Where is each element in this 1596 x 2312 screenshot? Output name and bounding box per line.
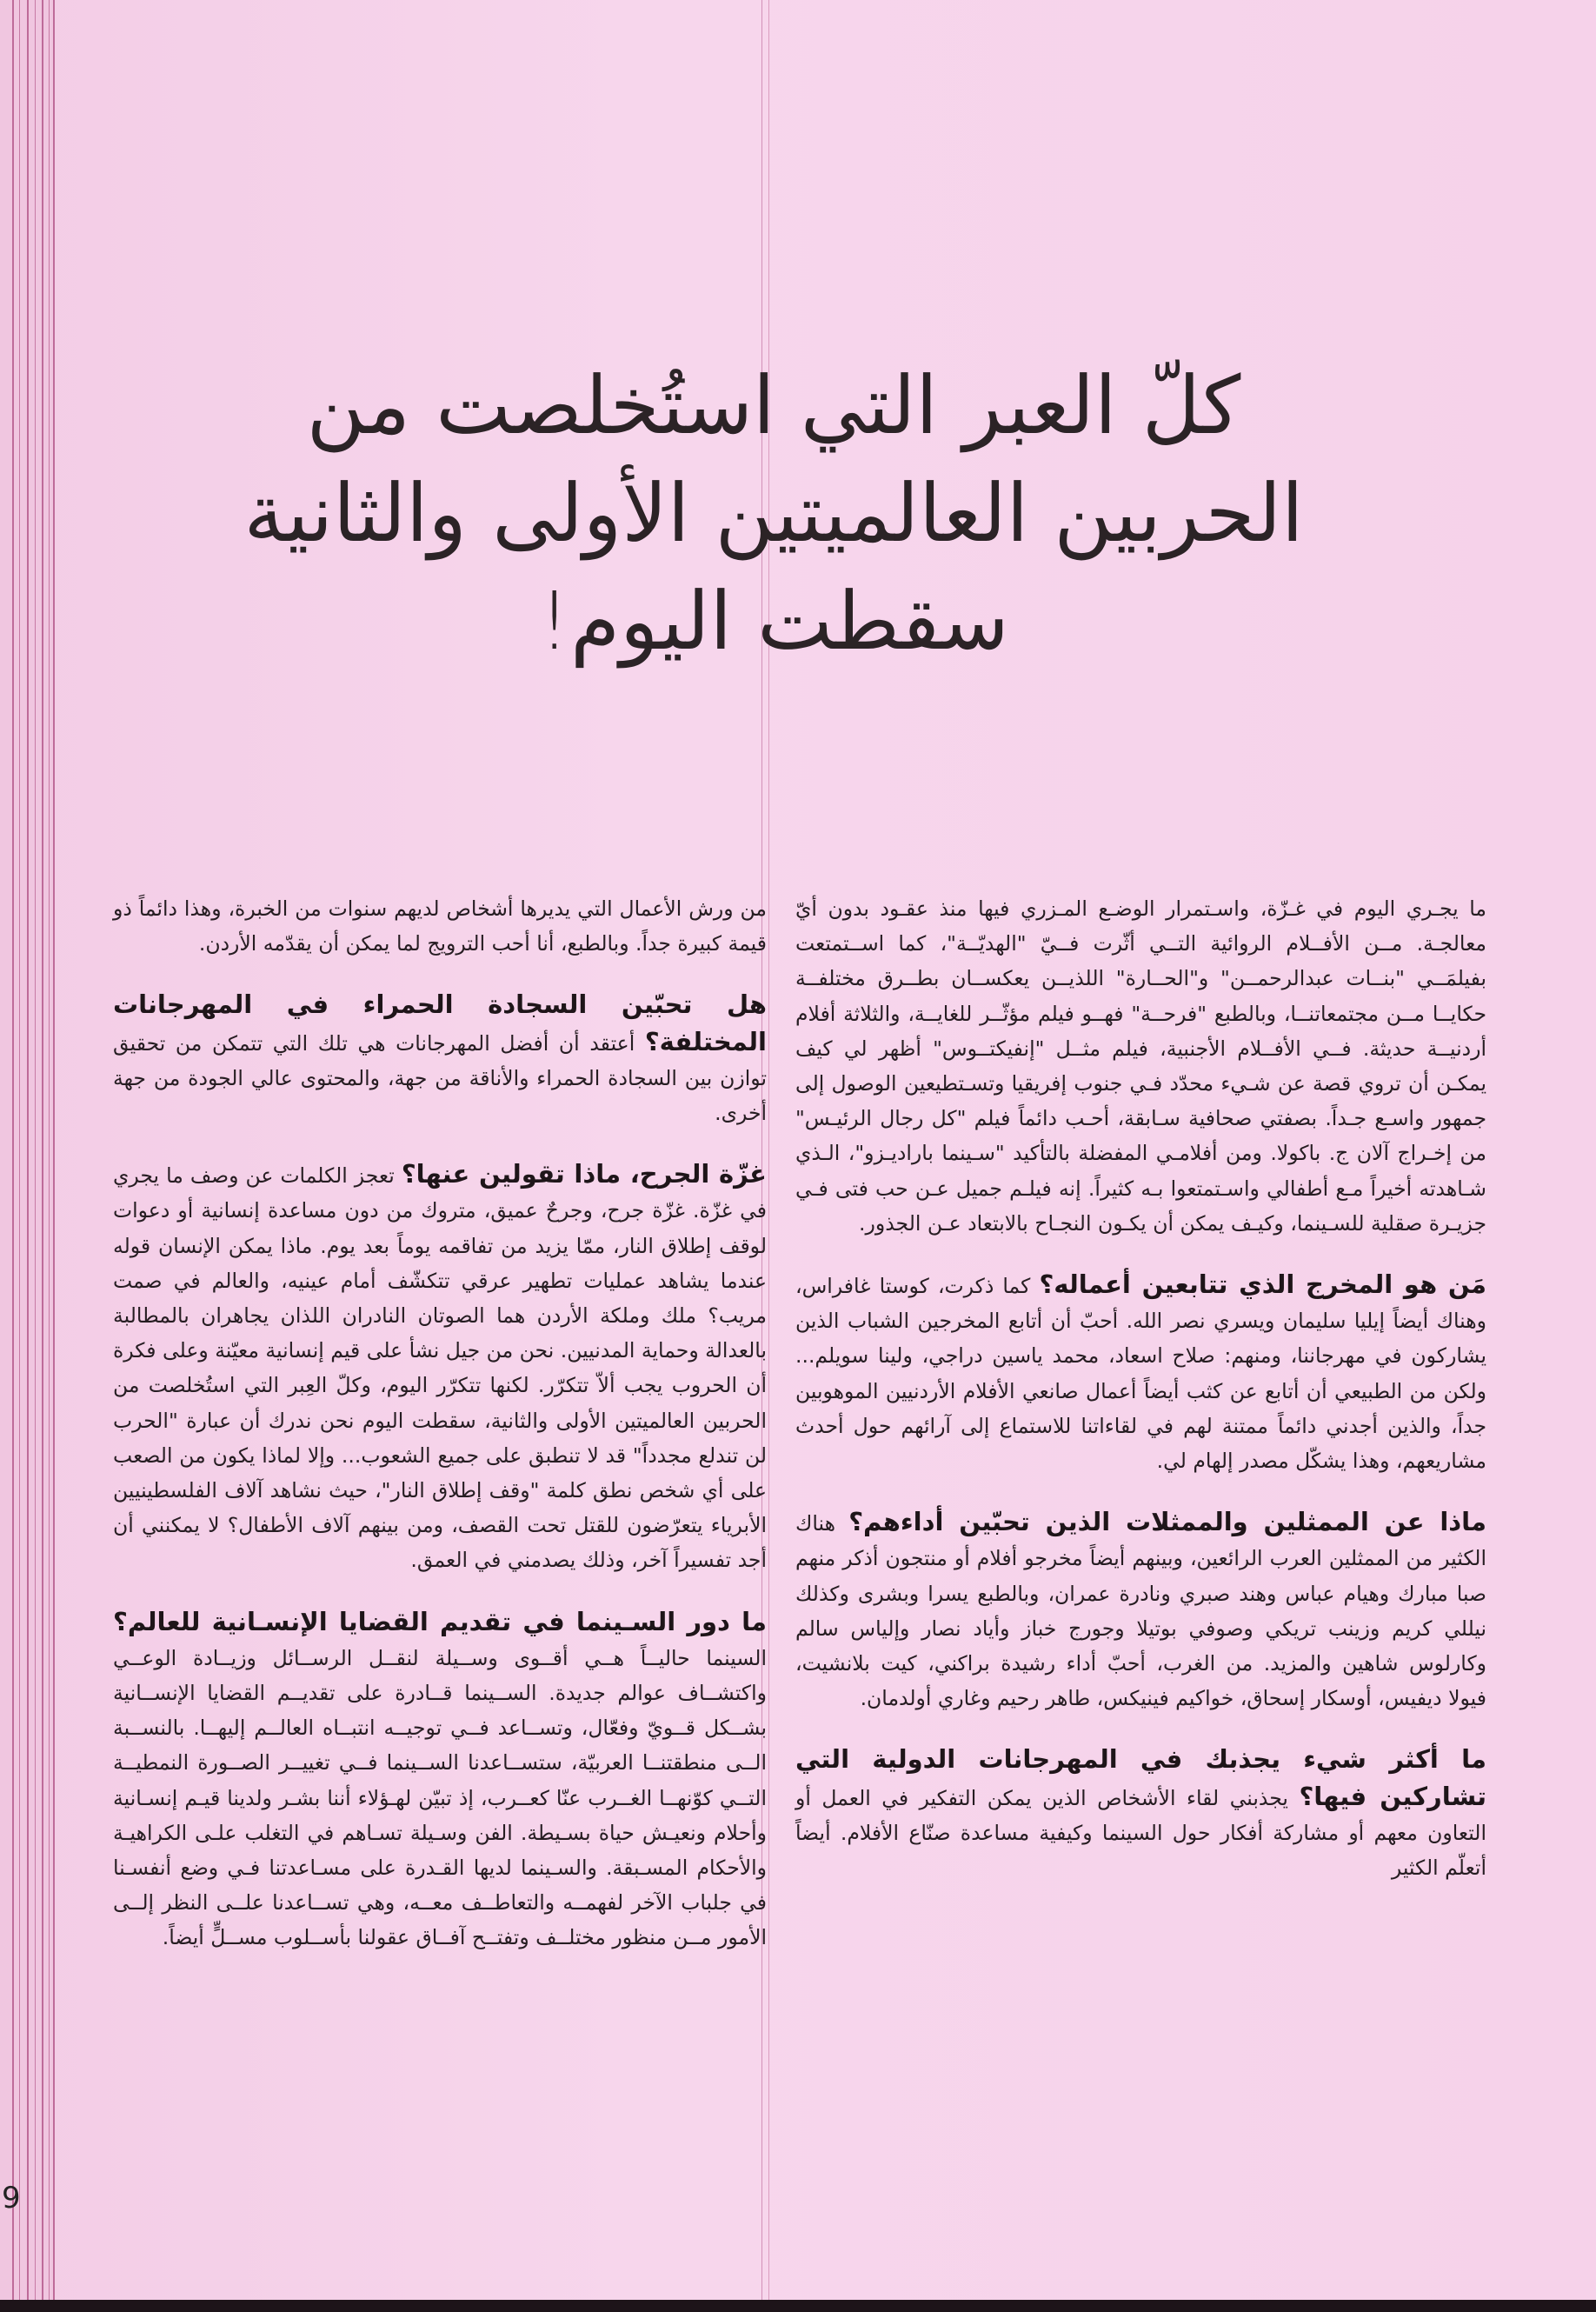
binding-line — [49, 0, 50, 2312]
continued-paragraph — [113, 891, 767, 961]
column-guide-line — [768, 0, 769, 2312]
qa-paragraph — [113, 1604, 767, 1956]
qa-paragraph — [795, 1267, 1486, 1478]
qa-paragraph — [795, 1504, 1486, 1716]
title-line-3: سقطت اليوم! — [538, 575, 1009, 668]
right-column — [795, 891, 1486, 1911]
paragraph-text: من ورش الأعمال التي يديرها أشخاص لديهم سنوات من الخبرة، وهذا دائماً ذو قيمة كبيرة جداً. وبالطبع، أنا أحب الترويج لما يمكن أن يقدّمه الأردن. — [113, 896, 767, 956]
qa-paragraph — [113, 987, 767, 1130]
page-title — [209, 352, 1339, 676]
answer-text: يجذبني لقاء الأشخاص الذين يمكن التفكير في العمل أو التعاون معهم أو مشاركة أفكار حول السينما وكيفية مساعدة صنّاع الأفلام. أيضاً أتعلّم الكثير — [795, 1785, 1486, 1881]
page-number: 9 — [2, 2181, 21, 2215]
question-heading: ماذا عن الممثلين والممثلات الذين تحبّين أداءهم؟ — [848, 1507, 1486, 1537]
paragraph-text: ما يجـري اليوم في غـزّة، واسـتمرار الوضـع المـزري فيها منذ عقـود بدون أيّ معالجـة. مــن الأفــلام الروائية التــي أثّرت فــيّ "الهديّــة"، كما اســتمتعت بفيلمَــي "بنــات عبدالرحمــن" و"الحــارة" اللذيــن يعكســان بطــرق مختلفــة حكايــا مــن مجتمعاتنــا، وبالطبع "فرحــة" فهــو فيلم مؤثّــر للغايــة، والثلاثة أفلام أردنيــة حديثة. فــي الأفــلام الأجنبية، فيلم مثــل "إنفيكتــوس" أظهر لي كيف يمكـن أن تروي قصة عن شـيء محدّد فـي جنوب إفريقيا وتسـتطيعين الوصول إلى جمهور واسـع جـداً. بصفتي صحافية سـابقة، أحـب دائماً فيلم "كل رجال الرئيـس" من إخـراج آلان ج. باكولا. ومن أفلامـي المفضلة بالتأكيد "سـينما باراديـزو"، الـذي شـاهدته أخيراً مـع أطفالي واسـتمتعوا بـه كثيراً. إنه فيلـم جميل عـن حب فتى فـي جزيـرة صقلية للسـينما، وكيـف يمكن أن يكـون النجـاح بالابتعاد عـن الجذور. — [795, 896, 1486, 1236]
title-line-1: كلّ العبر التي استُخلصت من — [306, 359, 1241, 452]
binding-line — [42, 0, 43, 2312]
question-heading: غزّة الجرح، ماذا تقولين عنها؟ — [401, 1159, 767, 1189]
binding-line — [12, 0, 14, 2312]
question-heading: هل تحبّين السجادة الحمراء في المهرجانات المختلفة؟ — [113, 989, 767, 1056]
answer-text: السينما حاليــاً هــي أقــوى وســيلة لنقــل الرســائل وزيــادة الوعــي واكتشــاف عوالم جديدة. الســينما قــادرة على تقديــم القضايا الإنســانية بشــكل قــويّ وفعّال، وتســاعد فــي توجيــه انتبــاه العالــم إليهــا. بالنســبة الــى منطقتنــا العربيّة، ستســاعدنا الســينما فــي تغييــر الصــورة النمطيــة التــي كوّنهــا الغــرب عنّا كعــرب، إذ تبيّن لهـؤلاء أننا بشـر ولدينا قيـم إنسـانية وأحلام ونعيـش حياة بسـيطة. الفن وسـيلة تسـاهم في التغلب علـى الكراهيـة والأحكام المسـبقة. والسـينما لديها القـدرة على مسـاعدتنا فـي وضع أنفسـنا في جلباب الآخر لفهمــه والتعاطــف معــه، وهي تســاعدنا علــى النظر إلــى الأمور مــن منظور مختلــف وتفتــح آفــاق عقولنا بأســلوب مســلٍّ أيضاً. — [113, 1645, 767, 1950]
question-heading: ما أكثر شيء يجذبك في المهرجانات الدولية التي تشاركين فيها؟ — [795, 1744, 1487, 1811]
scan-bottom-edge — [0, 2300, 1596, 2312]
answer-text: كما ذكرت، كوستا غافراس، وهناك أيضاً إيليا سليمان ويسري نصر الله. أحبّ أن أتابع المخرجين الشباب الذين يشاركون في مهرجاننا، ومنهم: صلاح اسعاد، محمد ياسين دراجي، ولينا سويلم... ولكن من الطبيعي أن أتابع عن كثب أيضاً أعمال صانعي الأفلام الأردنيين الموهوبين جداً، والذين أجدني دائماً ممتنة لهم في لقاءاتنا للاستماع إلى آرائهم حول أحدث مشاريعهم، وهذا يشكّل مصدر إلهام لي. — [795, 1274, 1486, 1474]
binding-line — [19, 0, 20, 2312]
binding-line — [53, 0, 55, 2312]
intro-paragraph — [795, 891, 1486, 1241]
question-heading: مَن هو المخرج الذي تتابعين أعماله؟ — [1039, 1269, 1486, 1300]
binding-line — [35, 0, 36, 2312]
answer-text: أعتقد أن أفضل المهرجانات هي تلك التي تتمكن من تحقيق توازن بين السجادة الحمراء والأناقة من جهة، والمحتوى عالي الجودة من جهة أخرى. — [113, 1030, 767, 1126]
left-column — [113, 891, 767, 1982]
question-heading: ما دور السـينما في تقديم القضايا الإنسـانية للعالم؟ — [113, 1606, 767, 1636]
answer-text: هناك الكثير من الممثلين العرب الرائعين، وبينهم أيضاً مخرجو أفلام أو منتجون أذكر منهم صبا مبارك وهيام عباس وهند صبري ونادرة عمران، وبالطبع يسرا وبشرى وكذلك نيللي كريم وزينب تريكي وصوفي بوتيلا وجورج خباز وأياد نصار وإلياس سالم وكارلوس شاهين والمزيد. من الغرب، أحبّ أداء رشيدة براكني، كيت بلانشيت، فيولا ديفيس، أوسكار إسحاق، خواكيم فينيكس، طاهر رحيم وغاري أولدمان. — [795, 1511, 1486, 1711]
answer-text: تعجز الكلمات عن وصف ما يجري في غزّة. غزّة جرح، وجرحٌ عميق، متروك من دون مساعدة إنسانية أو دعوات لوقف إطلاق النار، ممّا يزيد من تفاقمه يوماً بعد يوم. ماذا يمكن الإنسان قوله عندما يشاهد عمليات تطهير عرقي تتكشّف أمام عينيه، والعالم في صمت مريب؟ ملك وملكة الأردن هما الصوتان النادران اللذان يجاهران بالمطالبة بالعدالة وحماية المدنيين. نحن من جيل نشأ على قيم إنسانية معيّنة وعلى فكرة أن الحروب يجب ألاّ تتكرّر. لكنها تتكرّر اليوم، وكلّ العِبر التي استُخلصت من الحربين العالميتين الأولى والثانية، سقطت اليوم نحن ندرك أن عبارة "الحرب لن تندلع مجدداً" قد لا تنطبق على جميع الشعوب... وإلا لماذا يكون من الصعب على أي شخص نطق كلمة "وقف إطلاق النار"، حيث نشاهد آلاف الفلسطينيين الأبرياء يتعرّضون للقتل تحت القصف، ومن بينهم آلاف الأطفال؟ لا يمكنني أن أجد تفسيراً آخر، وذلك يصدمني في العمق. — [113, 1163, 767, 1573]
title-line-2: الحربين العالميتين الأولى والثانية — [243, 467, 1304, 560]
qa-paragraph — [113, 1156, 767, 1577]
qa-paragraph — [795, 1742, 1486, 1885]
binding-line — [27, 0, 29, 2312]
